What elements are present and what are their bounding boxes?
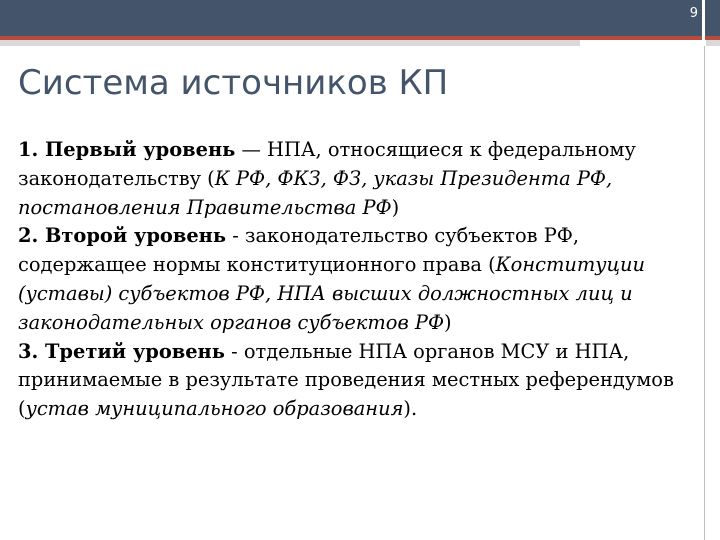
level-3-close: ). (403, 397, 418, 421)
level-1-heading: 1. Первый уровень (18, 138, 236, 161)
header-gray-band (0, 40, 580, 46)
level-1-examples: К РФ, ФКЗ, ФЗ, указы Президента РФ, постановления Правительства РФ (18, 166, 613, 219)
slide-content (18, 136, 702, 424)
header-bar (0, 0, 702, 36)
level-2-paragraph (18, 222, 702, 337)
level-3-heading: 3. Третий уровень (18, 339, 225, 363)
right-border-rule (704, 46, 705, 540)
level-3-separator: - (224, 339, 244, 363)
level-2-heading: 2. Второй уровень (18, 224, 227, 248)
level-1-separator: — (235, 138, 268, 161)
level-2-separator: - (226, 224, 245, 248)
level-2-text: законодательство субъектов РФ, содержащее нормы конституционного права ( (18, 224, 580, 277)
level-3-text: отдельные НПА органов МСУ и НПА, принимаемые в результате проведения местных референдумов ( (18, 339, 674, 421)
header-gray-band-right (706, 40, 720, 46)
level-1-text: НПА, относящиеся к федеральному законодательству ( (18, 138, 636, 190)
header-bar-right (705, 0, 720, 36)
page-number: 9 (689, 6, 698, 21)
level-3-examples: устав муниципального образования (25, 397, 404, 421)
slide-title: Система источников КП (18, 63, 449, 103)
level-1-close: ) (391, 195, 400, 219)
level-3-paragraph (18, 338, 702, 424)
level-1-paragraph (18, 136, 702, 222)
level-2-close: ) (444, 310, 452, 334)
level-2-examples: Конституции (уставы) субъектов РФ, НПА высших должностных лиц и законодательных органов субъектов РФ (18, 253, 645, 334)
